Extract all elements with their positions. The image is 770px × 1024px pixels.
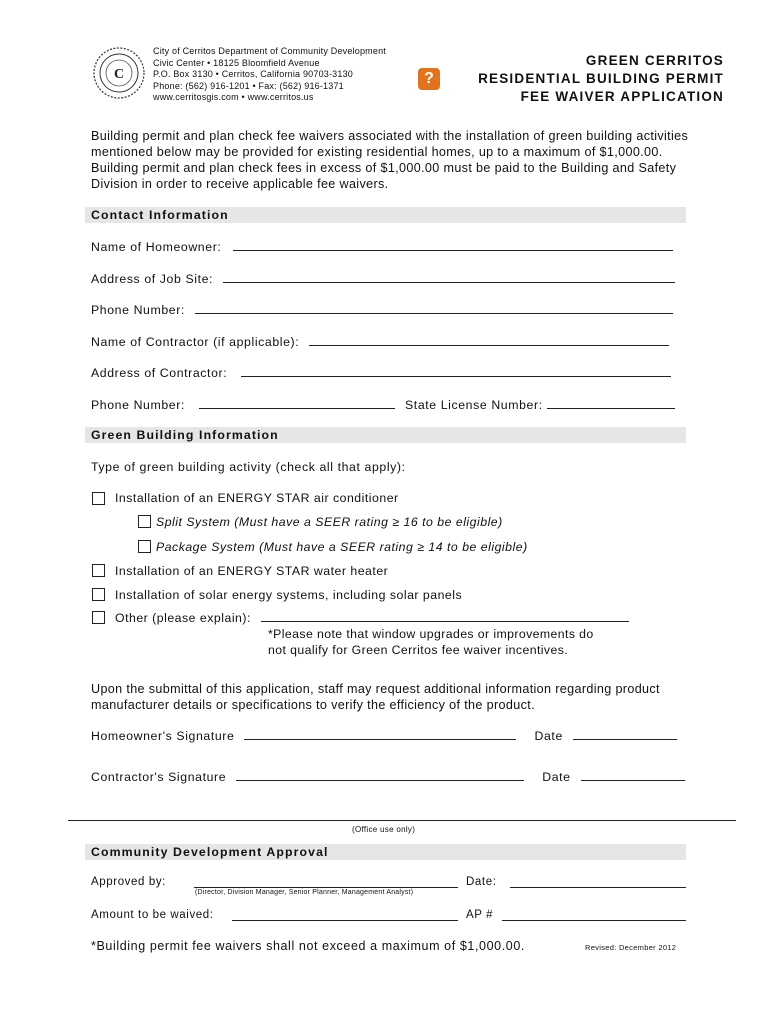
phone-label-1: Phone Number: <box>91 303 185 317</box>
help-icon[interactable]: ? <box>418 68 440 90</box>
split-system-label: Split System (Must have a SEER rating ≥ 16 to be eligible) <box>156 515 503 529</box>
ap-label: AP # <box>466 909 494 921</box>
license-label: State License Number: <box>405 398 543 412</box>
contractor-date-label: Date <box>542 770 571 784</box>
city-seal-icon <box>92 46 146 100</box>
approver-titles: (Director, Division Manager, Senior Planner, Management Analyst) <box>195 889 414 896</box>
title-line: RESIDENTIAL BUILDING PERMIT <box>478 71 724 86</box>
package-system-checkbox[interactable] <box>138 540 151 553</box>
office-divider <box>68 820 736 821</box>
ac-checkbox[interactable] <box>92 492 105 505</box>
phone-license-row <box>91 397 675 413</box>
homeowner-name-field[interactable] <box>233 239 673 251</box>
other-explain-field[interactable] <box>261 610 629 622</box>
split-system-checkbox[interactable] <box>138 515 151 528</box>
contractor-address-field[interactable] <box>241 365 671 377</box>
homeowner-name-label: Name of Homeowner: <box>91 240 222 254</box>
title-line: FEE WAIVER APPLICATION <box>520 89 724 104</box>
ap-field[interactable] <box>502 909 686 921</box>
other-label: Other (please explain): <box>115 611 251 625</box>
approval-heading: Community Development Approval <box>91 845 329 859</box>
contractor-name-field[interactable] <box>309 334 669 346</box>
contractor-date-field[interactable] <box>581 769 685 781</box>
address-line: Civic Center • 18125 Bloomfield Avenue <box>153 57 320 68</box>
job-site-row <box>91 271 675 287</box>
title-line: GREEN CERRITOS <box>585 53 724 68</box>
window-note-line-1: *Please note that window upgrades or improvements do <box>268 627 594 641</box>
contact-heading: Contact Information <box>91 208 229 222</box>
approved-by-label: Approved by: <box>91 876 166 888</box>
contractor-signature-field[interactable] <box>236 769 524 781</box>
submittal-paragraph: Upon the submittal of this application, staff may request additional information regarding product manufacturer details or specifications to verify the efficiency of the product. <box>91 682 660 712</box>
contractor-name-row <box>91 334 669 350</box>
window-note-line-2: not qualify for Green Cerritos fee waiver incentives. <box>268 643 569 657</box>
intro-paragraph: Building permit and plan check fee waivers associated with the installation of green building activities mentioned below may be provided for existing residential homes, up to a maximum of $1,000.00. Building permit and plan check fees in excess of $1,000.00 must be paid to the Building and Safety Division in order to receive applicable fee waivers. <box>91 129 689 191</box>
job-site-field[interactable] <box>223 271 675 283</box>
green-heading: Green Building Information <box>91 428 279 442</box>
amount-field[interactable] <box>232 909 458 921</box>
water-heater-label: Installation of an ENERGY STAR water heater <box>115 564 389 578</box>
phone-row-1 <box>91 302 673 318</box>
contractor-name-label: Name of Contractor (if applicable): <box>91 335 300 349</box>
ac-label: Installation of an ENERGY STAR air conditioner <box>115 491 399 505</box>
homeowner-date-label: Date <box>534 729 563 743</box>
phone-field-2[interactable] <box>199 397 395 409</box>
homeowner-signature-label: Homeowner's Signature <box>91 729 235 743</box>
revised-date: Revised: December 2012 <box>585 943 677 952</box>
address-line: P.O. Box 3130 • Cerritos, California 90703-3130 <box>153 69 353 79</box>
phone-field-1[interactable] <box>195 302 673 314</box>
address-line: City of Cerritos Department of Community Development <box>153 46 386 56</box>
homeowner-signature-field[interactable] <box>244 728 516 740</box>
type-prompt: Type of green building activity (check all that apply): <box>91 460 406 474</box>
amount-label: Amount to be waived: <box>91 909 214 921</box>
form-title <box>424 52 724 106</box>
solar-label: Installation of solar energy systems, including solar panels <box>115 588 463 602</box>
solar-checkbox[interactable] <box>92 588 105 601</box>
approval-date-label: Date: <box>466 876 497 888</box>
license-field[interactable] <box>547 397 675 409</box>
office-use-label: (Office use only) <box>352 825 416 834</box>
homeowner-date-field[interactable] <box>573 728 677 740</box>
package-system-label: Package System (Must have a SEER rating ≥ 14 to be eligible) <box>156 540 528 554</box>
water-heater-checkbox[interactable] <box>92 564 105 577</box>
address-line: www.cerritosgis.com • www.cerritos.us <box>153 92 314 102</box>
approved-by-field[interactable] <box>194 876 458 888</box>
approval-date-field[interactable] <box>510 876 686 888</box>
max-waiver-note: *Building permit fee waivers shall not exceed a maximum of $1,000.00. <box>91 939 525 953</box>
homeowner-signature-row <box>91 728 677 744</box>
phone-label-2: Phone Number: <box>91 398 185 412</box>
department-address <box>153 46 386 104</box>
contractor-address-row <box>91 365 671 381</box>
homeowner-name-row <box>91 239 673 255</box>
job-site-label: Address of Job Site: <box>91 272 214 286</box>
contractor-signature-row <box>91 769 685 785</box>
other-row <box>115 610 629 626</box>
address-line: Phone: (562) 916-1201 • Fax: (562) 916-1371 <box>153 80 344 91</box>
other-checkbox[interactable] <box>92 611 105 624</box>
seal-letter: C <box>113 67 125 82</box>
contractor-signature-label: Contractor's Signature <box>91 770 227 784</box>
contractor-address-label: Address of Contractor: <box>91 366 228 380</box>
